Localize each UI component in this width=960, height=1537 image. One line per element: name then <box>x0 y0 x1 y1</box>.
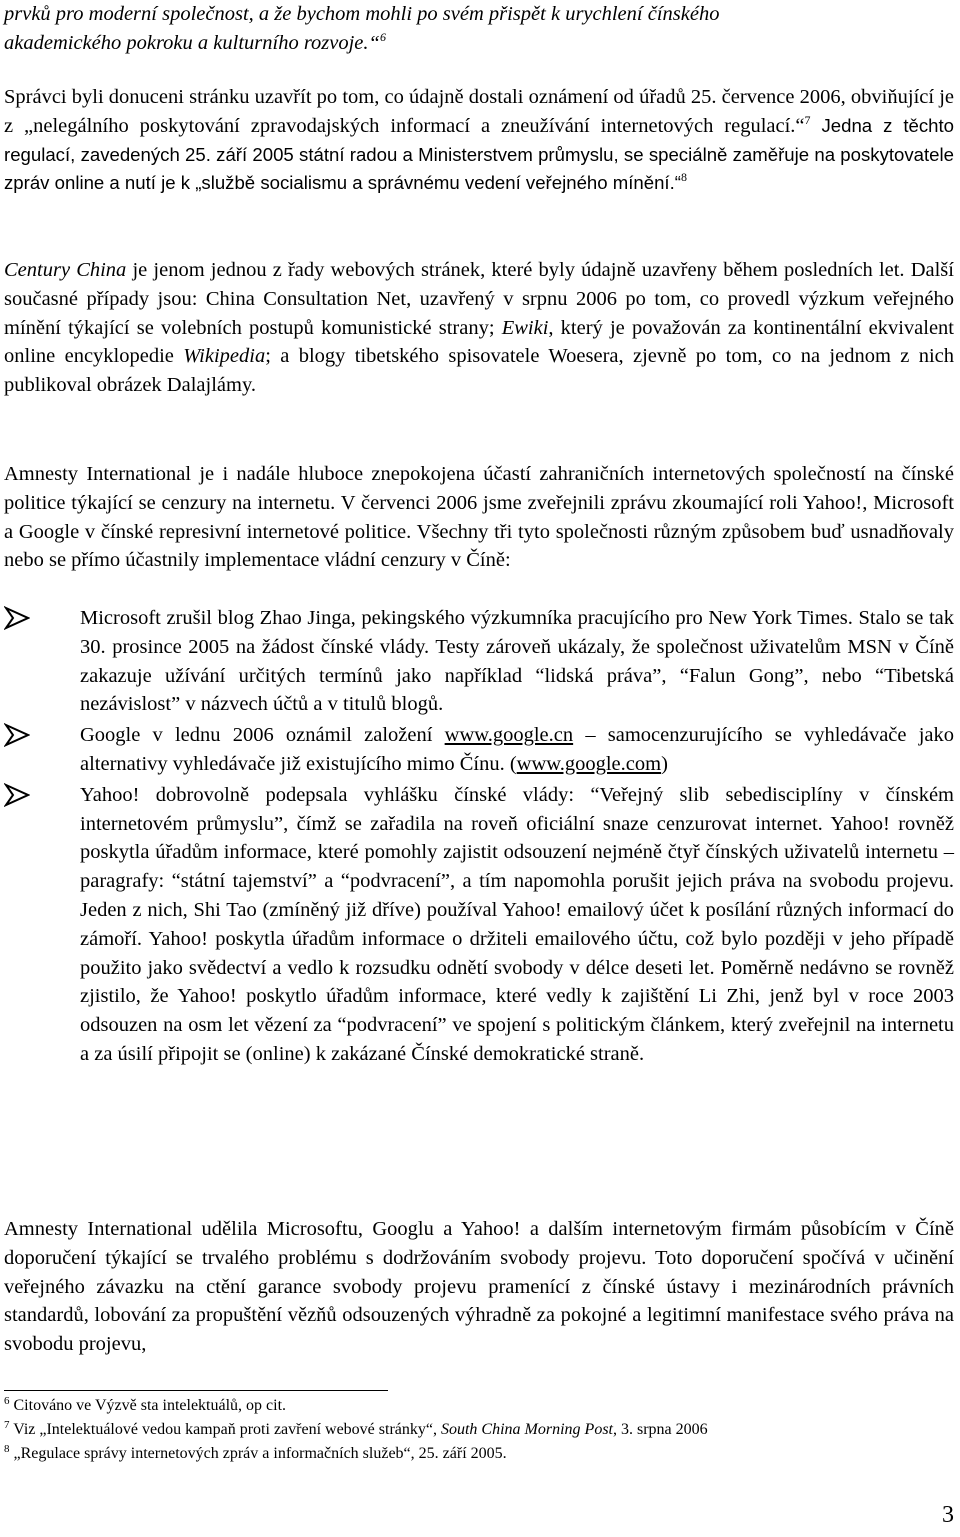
paragraph-amnesty-concern <box>4 460 954 575</box>
quote-line-1: prvků pro moderní společnost, a že bychom mohli po svém přispět k urychlení čínského <box>4 3 720 25</box>
footnote-text: , 3. srpna 2006 <box>613 1421 708 1438</box>
regulation-text: Jedna z těchto regulací, zavedených 25. září 2005 státní radou a Ministerstvem průmyslu, se speciálně zaměřuje na poskytovatele zpráv online a nutí je k „službě socialismu a správnému vedení veřejného mínění.“ <box>4 114 955 194</box>
site-name-ewiki: Ewiki <box>501 316 549 339</box>
arrowhead-bullet-icon <box>4 783 30 807</box>
list-item-text: Yahoo! dobrovolně podepsala vyhlášku čínské vlády: “Veřejný slib sebedisciplíny v čínském internetovém průmyslu”, čímž se zařadila na roveň oficiální snaze cenzurovat internet. Yahoo! rovněž poskytla úřadům informace, které pomohly zajistit odsouzení nejméně čtyř čínských uživatelů internetu – paragrafy: “státní tajemství” a “podvracení”, a tím napomohla porušit jejich práva na svobodu projevu. Jeden z nich, Shi Tao (zmíněný již dříve) používal Yahoo! emailový účet k posílání různých informací do zámoří. Yahoo! poskytla úřadům informace o držiteli emailového účtu, což bylo později v jeho případě použito jako svědectví a vedlo k rozsudku odnětí svobody v délce deseti let. Poměrně nedávno se rovněž zjistilo, že Yahoo! poskytlo úřadům informace, které vedly k zajištění Li Zhi, jenž byl v roce 2003 odsouzen na osm let vězení za “podvracení” ve spojení s politickým článkem, který zveřejnil na internetu a za úsilí připojit se (online) k zakázané Čínské demokratické straně. <box>80 783 954 1065</box>
arrowhead-bullet-icon <box>4 723 30 747</box>
paragraph-text: ; a blogy tibetského spisovatele Woesera, zjevně po tom, co na jednom z nich publikoval obrázek Dalajlámy. <box>4 345 954 397</box>
list-item-google <box>4 721 954 779</box>
footnote-number: 7 <box>4 1419 10 1431</box>
footnote-text: Viz „Intelektuálové vedou kampaň proti zavření webové stránky“, <box>13 1421 441 1438</box>
site-name-wikipedia: Wikipedia <box>183 345 266 368</box>
paragraph-text: , který je považován za kontinentální ekvivalent online encyklopedie <box>4 316 955 368</box>
list-item-text: – samocenzurujícího se vyhledávače jako alternativy vyhledávače již existujícího mimo Čínu. ( <box>80 724 954 775</box>
paragraph-text: je jenom jednou z řady webových stránek, které byly údajně uzavřeny během posledních let. Další současné případy jsou: China Consultation Net, uzavřený v srpnu 2006 po tom, co provedl výzkum veřejného mínění týkající se volebních postupů komunistické strany; <box>4 259 954 339</box>
list-item-yahoo <box>4 781 954 1069</box>
paragraph-text: Amnesty International udělila Microsoftu, Googlu a Yahoo! a dalším internetovým firmám působícím v Číně doporučení týkající se trvalého problému s dodržováním svobody projevu. Toto doporučení spočívá v učinění veřejného závazku na ctění garance svobody projevu pramenící z čínské ústavy i mezinárodních právních standardů, lobování za propuštění vězňů odsouzených výhradně za pokojné a legitimní manifestace svého práva na svobodu projevu, <box>4 1218 954 1356</box>
company-list <box>4 604 954 1069</box>
footnote-number: 8 <box>4 1443 10 1455</box>
footnote-7 <box>4 1420 954 1440</box>
list-item-text: ) <box>661 752 668 775</box>
quote-continuation <box>4 0 954 58</box>
arrowhead-bullet-icon <box>4 606 30 630</box>
list-item-microsoft <box>4 604 954 719</box>
paragraph-text: Amnesty International je i nadále hluboce znepokojena účastí zahraničních internetových společností na čínské politice týkající se cenzury na internetu. V červenci 2006 jsme zveřejnili zprávu zkoumající roli Yahoo!, Microsoft a Google v čínské represivní internetové politice. Všechny tři tyto společnosti různým způsobem buď usnadňovaly nebo se přímo účastnily implementace vládní cenzury v Číně: <box>4 463 954 572</box>
footnote-text: Citováno ve Výzvě sta intelektuálů, op cit. <box>13 1397 287 1414</box>
quote-line-2: akademického pokroku a kulturního rozvoje.“ <box>4 31 380 54</box>
footnote-ref-6: 6 <box>379 29 386 44</box>
newspaper-title: South China Morning Post <box>440 1421 613 1438</box>
google-com-link[interactable]: www.google.com <box>516 752 662 775</box>
footnote-6 <box>4 1396 954 1416</box>
paragraph-text: Správci byli donuceni stránku uzavřít po tom, co údajně dostali oznámení od úřadů 25. července 2006, obviňující je z „nelegálního poskytování zpravodajských informací a zneužívání internetových regulací.“ <box>4 86 954 137</box>
site-name-century-china: Century China <box>4 259 127 281</box>
paragraph-other-cases <box>4 256 954 400</box>
footnote-ref-7: 7 <box>804 112 811 127</box>
list-item-text: Google v lednu 2006 oznámil založení <box>80 724 445 747</box>
footnote-ref-8: 8 <box>680 170 687 185</box>
google-cn-link[interactable]: www.google.cn <box>444 724 574 747</box>
footnote-text: „Regulace správy internetových zpráv a informačních služeb“, 25. září 2005. <box>13 1445 507 1462</box>
footnote-separator <box>4 1390 388 1391</box>
footnote-number: 6 <box>4 1395 10 1407</box>
footnote-8 <box>4 1444 954 1464</box>
list-item-text: Microsoft zrušil blog Zhao Jinga, pekingského výzkumníka pracujícího pro New York Times. Stalo se tak 30. prosince 2005 na žádost čínské vlády. Testy zároveň ukázaly, že společnost uživatelům MSN v Číně zakazuje užívání určitých termínů jako například “lidská práva”, “Falun Gong”, nebo “Tibetská nezávislost” v názvech účtů a v titulů blogů. <box>80 607 954 716</box>
paragraph-website-closure <box>4 83 954 198</box>
page-number: 3 <box>942 1502 954 1528</box>
paragraph-recommendation <box>4 1215 954 1359</box>
